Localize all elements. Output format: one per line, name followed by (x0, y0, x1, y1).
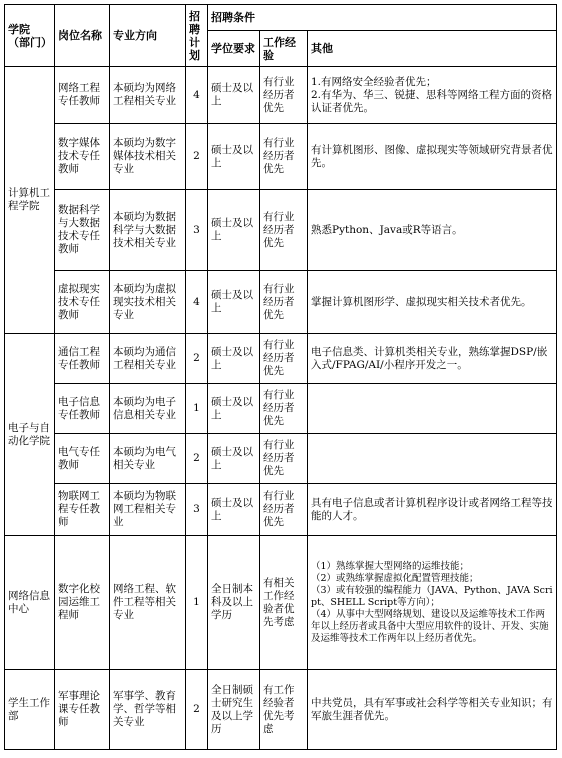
table-row (5, 670, 557, 750)
other-cell: 1.有网络安全经验者优先； 2.有华为、华三、锐捷、思科等网络工程方面的资格认证者优先。 (308, 67, 557, 124)
major-cell: 本硕均为电子信息相关专业 (110, 384, 186, 434)
position-cell: 电气专任教师 (55, 434, 110, 484)
experience-cell: 有行业经历者优先 (260, 484, 308, 536)
major-cell: 军事学、教育学、哲学等相关专业 (110, 670, 186, 750)
plan-cell: 1 (186, 536, 208, 670)
experience-cell: 有工作经验者优先考虑 (260, 670, 308, 750)
position-cell: 物联网工程专任教师 (55, 484, 110, 536)
major-cell: 本硕均为数据科学与大数据技术相关专业 (110, 190, 186, 271)
other-cell: 电子信息类、计算机类相关专业，熟练掌握DSP/嵌入式/FPAG/AI/小程序开发之一。 (308, 334, 557, 384)
plan-cell: 2 (186, 434, 208, 484)
experience-cell: 有行业经历者优先 (260, 334, 308, 384)
other-cell: 有计算机图形、图像、虚拟现实等领域研究背景者优先。 (308, 124, 557, 190)
header-position: 岗位名称 (55, 5, 110, 67)
plan-cell: 2 (186, 124, 208, 190)
major-cell: 网络工程、软件工程等相关专业 (110, 536, 186, 670)
plan-cell: 4 (186, 67, 208, 124)
position-cell: 网络工程专任教师 (55, 67, 110, 124)
college-cell: 网络信息中心 (5, 536, 55, 670)
table-row (5, 434, 557, 484)
college-cell: 电子与自动化学院 (5, 334, 55, 536)
degree-cell: 硕士及以上 (208, 434, 260, 484)
plan-cell: 2 (186, 670, 208, 750)
plan-cell: 3 (186, 190, 208, 271)
table-row (5, 384, 557, 434)
degree-cell: 硕士及以上 (208, 190, 260, 271)
major-cell: 本硕均为电气相关专业 (110, 434, 186, 484)
college-cell: 计算机工程学院 (5, 67, 55, 334)
plan-cell: 4 (186, 271, 208, 334)
table-row (5, 536, 557, 670)
header-conditions: 招聘条件 (208, 5, 557, 31)
position-cell: 电子信息专任教师 (55, 384, 110, 434)
table-body (5, 67, 557, 750)
degree-cell: 全日制硕士研究生及以上学历 (208, 670, 260, 750)
experience-cell: 有行业经历者优先 (260, 271, 308, 334)
position-cell: 数字化校园运维工程师 (55, 536, 110, 670)
other-cell: 掌握计算机图形学、虚拟现实相关技术者优先。 (308, 271, 557, 334)
other-cell: 具有电子信息或者计算机程序设计或者网络工程等技能的人才。 (308, 484, 557, 536)
position-cell: 军事理论课专任教师 (55, 670, 110, 750)
plan-cell: 1 (186, 384, 208, 434)
major-cell: 本硕均为网络工程相关专业 (110, 67, 186, 124)
header-major: 专业方向 (110, 5, 186, 67)
header-other: 其他 (308, 31, 557, 67)
other-cell: 中共党员，具有军事或社会科学等相关专业知识；有军旅生涯者优先。 (308, 670, 557, 750)
position-cell: 数字媒体技术专任教师 (55, 124, 110, 190)
position-cell: 通信工程专任教师 (55, 334, 110, 384)
experience-cell: 有行业经历者优先 (260, 190, 308, 271)
header-experience: 工作经验 (260, 31, 308, 67)
degree-cell: 硕士及以上 (208, 271, 260, 334)
other-cell (308, 384, 557, 434)
header-plan: 招聘计划 (186, 5, 208, 67)
experience-cell: 有行业经历者优先 (260, 67, 308, 124)
position-cell: 虚拟现实技术专任教师 (55, 271, 110, 334)
table-row (5, 271, 557, 334)
major-cell: 本硕均为物联网工程相关专业 (110, 484, 186, 536)
experience-cell: 有行业经历者优先 (260, 434, 308, 484)
experience-cell: 有相关工作经验者优先考虑 (260, 536, 308, 670)
major-cell: 本硕均为数字媒体技术相关专业 (110, 124, 186, 190)
degree-cell: 全日制本科及以上学历 (208, 536, 260, 670)
experience-cell: 有行业经历者优先 (260, 124, 308, 190)
major-cell: 本硕均为通信工程相关专业 (110, 334, 186, 384)
header-college: 学院（部门） (5, 5, 55, 67)
table-row (5, 124, 557, 190)
major-cell: 本硕均为虚拟现实技术相关专业 (110, 271, 186, 334)
degree-cell: 硕士及以上 (208, 334, 260, 384)
other-cell (308, 434, 557, 484)
experience-cell: 有行业经历者优先 (260, 384, 308, 434)
recruitment-table (4, 4, 557, 750)
degree-cell: 硕士及以上 (208, 384, 260, 434)
plan-cell: 2 (186, 334, 208, 384)
table-row (5, 67, 557, 124)
plan-cell: 3 (186, 484, 208, 536)
table-row (5, 334, 557, 384)
table-row (5, 190, 557, 271)
other-cell: 熟悉Python、Java或R等语言。 (308, 190, 557, 271)
degree-cell: 硕士及以上 (208, 124, 260, 190)
college-cell: 学生工作部 (5, 670, 55, 750)
degree-cell: 硕士及以上 (208, 484, 260, 536)
degree-cell: 硕士及以上 (208, 67, 260, 124)
other-cell: （1）熟练掌握大型网络的运维技能； （2）或熟练掌握虚拟化配置管理技能； （3）或有较强的编程能力（JAVA、Python、JAVA Script、SHELL Script等方向）； （4）从事中大型网络规划、建设以及运维等技术工作两年以上经历者或具备中大型应用软件的设计、开发、实施及运维等技术工作两年以上经历者优先。 (308, 536, 557, 670)
header-degree: 学位要求 (208, 31, 260, 67)
table-row (5, 484, 557, 536)
position-cell: 数据科学与大数据技术专任教师 (55, 190, 110, 271)
